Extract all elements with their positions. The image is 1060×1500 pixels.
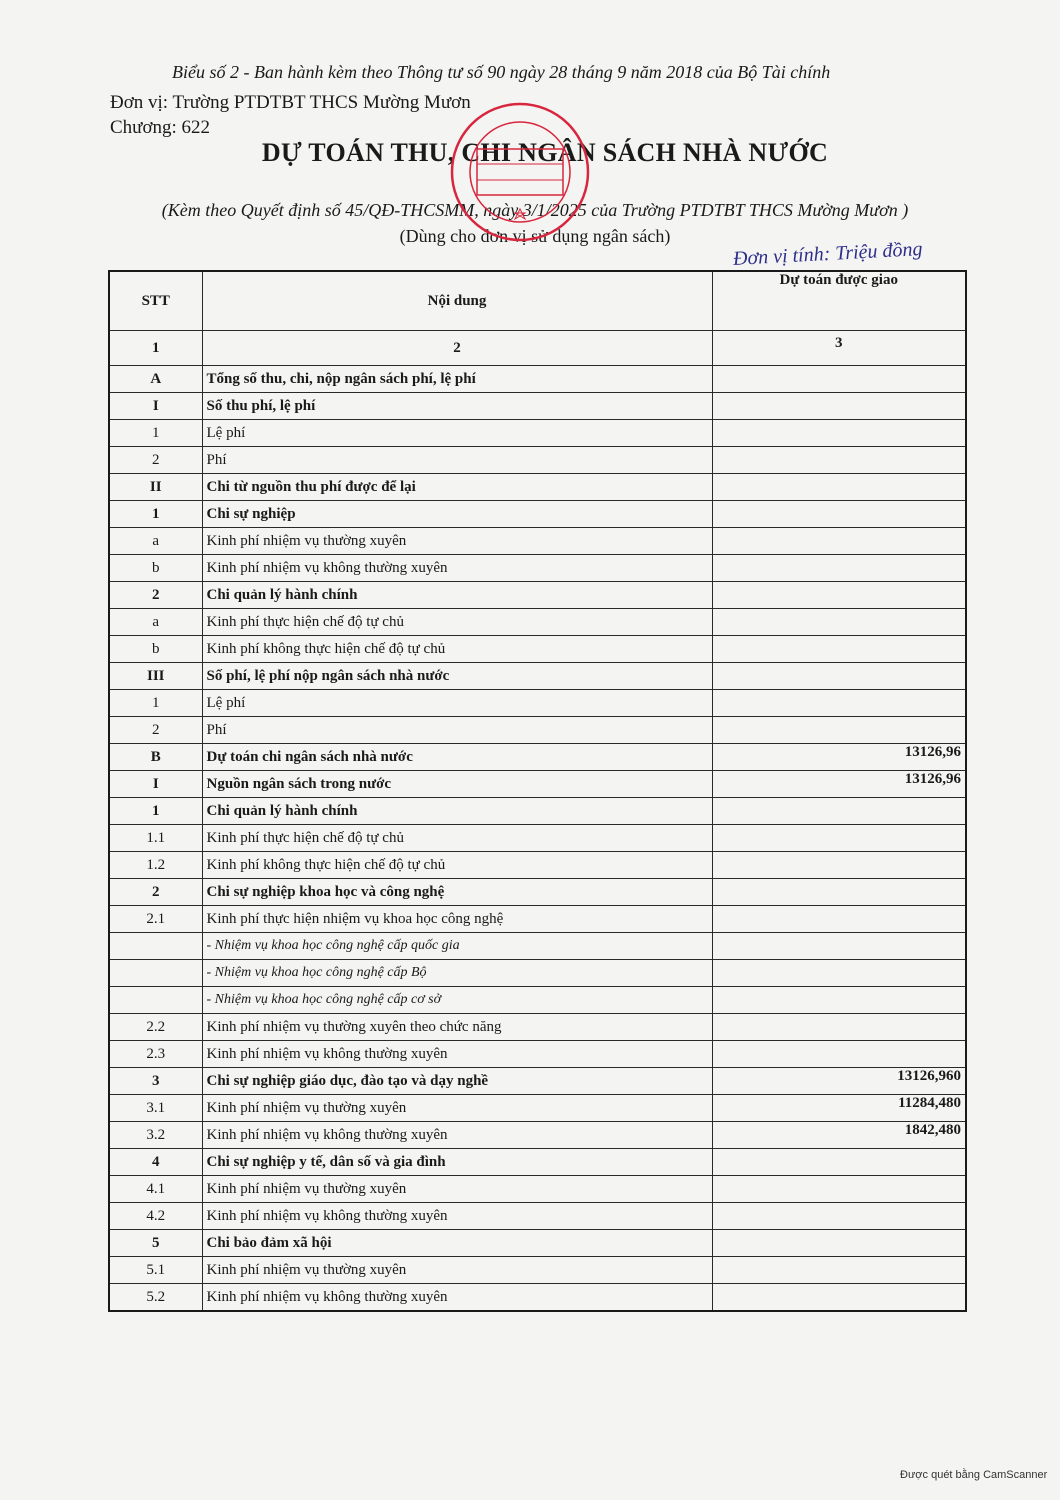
row-stt bbox=[109, 960, 202, 987]
row-amount bbox=[712, 555, 966, 582]
row-stt: II bbox=[109, 474, 202, 501]
row-stt: 2 bbox=[109, 717, 202, 744]
row-content: Kinh phí nhiệm vụ không thường xuyên bbox=[202, 1041, 712, 1068]
row-content: Kinh phí không thực hiện chế độ tự chủ bbox=[202, 636, 712, 663]
row-stt: 5.2 bbox=[109, 1284, 202, 1312]
table-row bbox=[109, 555, 966, 582]
row-amount bbox=[712, 474, 966, 501]
row-content: Kinh phí thực hiện nhiệm vụ khoa học công nghệ bbox=[202, 906, 712, 933]
row-stt: 2 bbox=[109, 447, 202, 474]
decision-reference: (Kèm theo Quyết định số 45/QĐ-THCSMM, ngày 3/1/2025 của Trường PTDTBT THCS Mường Mươn ) bbox=[161, 200, 909, 220]
table-row bbox=[109, 960, 966, 987]
row-amount bbox=[712, 1284, 966, 1312]
table-row bbox=[109, 771, 966, 798]
column-number-row bbox=[109, 331, 966, 366]
row-stt: 4.2 bbox=[109, 1203, 202, 1230]
row-content: - Nhiệm vụ khoa học công nghệ cấp cơ sở bbox=[202, 987, 712, 1014]
row-amount bbox=[712, 852, 966, 879]
table-row bbox=[109, 663, 966, 690]
row-content: Chi sự nghiệp khoa học và công nghệ bbox=[202, 879, 712, 906]
row-amount bbox=[712, 1203, 966, 1230]
row-amount bbox=[712, 933, 966, 960]
table-row bbox=[109, 987, 966, 1014]
header-stt: STT bbox=[109, 271, 202, 331]
row-amount: 13126,960 bbox=[712, 1068, 966, 1095]
row-content: Chi sự nghiệp giáo dục, đào tạo và dạy nghề bbox=[202, 1068, 712, 1095]
row-stt: 3.1 bbox=[109, 1095, 202, 1122]
row-content: Kinh phí thực hiện chế độ tự chủ bbox=[202, 609, 712, 636]
row-amount bbox=[712, 960, 966, 987]
row-stt: 2.1 bbox=[109, 906, 202, 933]
row-stt bbox=[109, 987, 202, 1014]
row-stt: a bbox=[109, 528, 202, 555]
row-content: Kinh phí nhiệm vụ không thường xuyên bbox=[202, 555, 712, 582]
table-row bbox=[109, 933, 966, 960]
row-stt: I bbox=[109, 771, 202, 798]
row-amount bbox=[712, 1149, 966, 1176]
row-content: Kinh phí nhiệm vụ không thường xuyên bbox=[202, 1284, 712, 1312]
row-stt: 1 bbox=[109, 798, 202, 825]
row-stt: A bbox=[109, 366, 202, 393]
row-stt: b bbox=[109, 636, 202, 663]
row-stt: 2 bbox=[109, 582, 202, 609]
table-row bbox=[109, 1095, 966, 1122]
table-row bbox=[109, 1257, 966, 1284]
row-content: Kinh phí nhiệm vụ không thường xuyên bbox=[202, 1203, 712, 1230]
row-stt: 3.2 bbox=[109, 1122, 202, 1149]
row-content: Phí bbox=[202, 717, 712, 744]
row-amount bbox=[712, 528, 966, 555]
row-stt: 5 bbox=[109, 1230, 202, 1257]
table-row bbox=[109, 366, 966, 393]
row-amount bbox=[712, 1257, 966, 1284]
row-amount: 1842,480 bbox=[712, 1122, 966, 1149]
row-stt: 1 bbox=[109, 501, 202, 528]
row-stt: b bbox=[109, 555, 202, 582]
chapter-code: Chương: 622 bbox=[110, 117, 211, 138]
table-row bbox=[109, 690, 966, 717]
row-stt: 4.1 bbox=[109, 1176, 202, 1203]
table-row bbox=[109, 1203, 966, 1230]
row-content: Chi sự nghiệp bbox=[202, 501, 712, 528]
header-amount: Dự toán được giao bbox=[712, 271, 966, 331]
row-amount bbox=[712, 825, 966, 852]
column-number-content: 2 bbox=[202, 331, 712, 366]
row-content: Kinh phí nhiệm vụ thường xuyên bbox=[202, 1095, 712, 1122]
row-content: Phí bbox=[202, 447, 712, 474]
table-row bbox=[109, 1230, 966, 1257]
column-number-amount: 3 bbox=[712, 331, 966, 366]
row-amount bbox=[712, 1014, 966, 1041]
table-row bbox=[109, 501, 966, 528]
column-number-stt: 1 bbox=[109, 331, 202, 366]
handwritten-unit-note: Đơn vị tính: Triệu đồng bbox=[732, 238, 923, 270]
row-amount bbox=[712, 663, 966, 690]
table-row bbox=[109, 1176, 966, 1203]
row-content: Tổng số thu, chi, nộp ngân sách phí, lệ phí bbox=[202, 366, 712, 393]
row-amount bbox=[712, 582, 966, 609]
row-stt: 3 bbox=[109, 1068, 202, 1095]
row-amount bbox=[712, 798, 966, 825]
row-amount bbox=[712, 420, 966, 447]
official-seal-icon bbox=[445, 97, 595, 247]
table-row bbox=[109, 636, 966, 663]
row-stt: 1 bbox=[109, 420, 202, 447]
table-row bbox=[109, 609, 966, 636]
table-row bbox=[109, 879, 966, 906]
row-content: Kinh phí nhiệm vụ không thường xuyên bbox=[202, 1122, 712, 1149]
table-header-row bbox=[109, 271, 966, 331]
table-row bbox=[109, 825, 966, 852]
row-content: Kinh phí nhiệm vụ thường xuyên bbox=[202, 1176, 712, 1203]
scanner-watermark: Được quét bằng CamScanner bbox=[900, 1469, 1048, 1481]
row-amount bbox=[712, 906, 966, 933]
row-content: Kinh phí nhiệm vụ thường xuyên theo chức năng bbox=[202, 1014, 712, 1041]
row-amount bbox=[712, 1176, 966, 1203]
row-amount bbox=[712, 1041, 966, 1068]
row-content: Kinh phí không thực hiện chế độ tự chủ bbox=[202, 852, 712, 879]
row-content: Chi từ nguồn thu phí được để lại bbox=[202, 474, 712, 501]
row-content: Lệ phí bbox=[202, 420, 712, 447]
row-content: Số phí, lệ phí nộp ngân sách nhà nước bbox=[202, 663, 712, 690]
table-row bbox=[109, 528, 966, 555]
row-content: Số thu phí, lệ phí bbox=[202, 393, 712, 420]
row-amount: 13126,96 bbox=[712, 744, 966, 771]
row-content: - Nhiệm vụ khoa học công nghệ cấp quốc gia bbox=[202, 933, 712, 960]
table-row bbox=[109, 1122, 966, 1149]
row-amount bbox=[712, 987, 966, 1014]
row-content: Chi sự nghiệp y tế, dân số và gia đình bbox=[202, 1149, 712, 1176]
table-row bbox=[109, 744, 966, 771]
budget-table bbox=[108, 270, 967, 1312]
row-content: Chi quản lý hành chính bbox=[202, 798, 712, 825]
row-amount bbox=[712, 366, 966, 393]
header-content: Nội dung bbox=[202, 271, 712, 331]
row-stt: 2 bbox=[109, 879, 202, 906]
table-row bbox=[109, 1014, 966, 1041]
table-row bbox=[109, 393, 966, 420]
row-content: Nguồn ngân sách trong nước bbox=[202, 771, 712, 798]
table-row bbox=[109, 1068, 966, 1095]
row-content: Kinh phí nhiệm vụ thường xuyên bbox=[202, 1257, 712, 1284]
row-stt: III bbox=[109, 663, 202, 690]
row-stt: a bbox=[109, 609, 202, 636]
row-stt: 1 bbox=[109, 690, 202, 717]
form-reference-note: Biểu số 2 - Ban hành kèm theo Thông tư số 90 ngày 28 tháng 9 năm 2018 của Bộ Tài chính bbox=[172, 62, 831, 82]
table-row bbox=[109, 1149, 966, 1176]
row-amount bbox=[712, 447, 966, 474]
row-amount bbox=[712, 717, 966, 744]
row-amount bbox=[712, 690, 966, 717]
table-row bbox=[109, 798, 966, 825]
row-stt: 2.3 bbox=[109, 1041, 202, 1068]
row-stt: 4 bbox=[109, 1149, 202, 1176]
row-stt: 1.2 bbox=[109, 852, 202, 879]
table-row bbox=[109, 420, 966, 447]
table-row bbox=[109, 582, 966, 609]
table-row bbox=[109, 906, 966, 933]
row-content: Dự toán chi ngân sách nhà nước bbox=[202, 744, 712, 771]
row-content: - Nhiệm vụ khoa học công nghệ cấp Bộ bbox=[202, 960, 712, 987]
row-amount bbox=[712, 609, 966, 636]
row-content: Lệ phí bbox=[202, 690, 712, 717]
table-row bbox=[109, 1041, 966, 1068]
row-stt bbox=[109, 933, 202, 960]
row-content: Chi quản lý hành chính bbox=[202, 582, 712, 609]
row-amount bbox=[712, 636, 966, 663]
row-stt: B bbox=[109, 744, 202, 771]
row-amount: 11284,480 bbox=[712, 1095, 966, 1122]
row-stt: 2.2 bbox=[109, 1014, 202, 1041]
table-row bbox=[109, 447, 966, 474]
table-row bbox=[109, 717, 966, 744]
row-content: Kinh phí thực hiện chế độ tự chủ bbox=[202, 825, 712, 852]
row-stt: I bbox=[109, 393, 202, 420]
row-amount bbox=[712, 501, 966, 528]
table-row bbox=[109, 474, 966, 501]
row-amount bbox=[712, 393, 966, 420]
row-content: Chi bảo đảm xã hội bbox=[202, 1230, 712, 1257]
table-row bbox=[109, 852, 966, 879]
row-amount bbox=[712, 879, 966, 906]
document-title: DỰ TOÁN THU, CHI NGÂN SÁCH NHÀ NƯỚC bbox=[261, 138, 829, 167]
table-row bbox=[109, 1284, 966, 1312]
row-amount bbox=[712, 1230, 966, 1257]
usage-note: (Dùng cho đơn vị sử dụng ngân sách) bbox=[399, 226, 671, 246]
unit-name: Đơn vị: Trường PTDTBT THCS Mường Mươn bbox=[110, 92, 471, 113]
row-stt: 5.1 bbox=[109, 1257, 202, 1284]
row-amount: 13126,96 bbox=[712, 771, 966, 798]
row-stt: 1.1 bbox=[109, 825, 202, 852]
row-content: Kinh phí nhiệm vụ thường xuyên bbox=[202, 528, 712, 555]
